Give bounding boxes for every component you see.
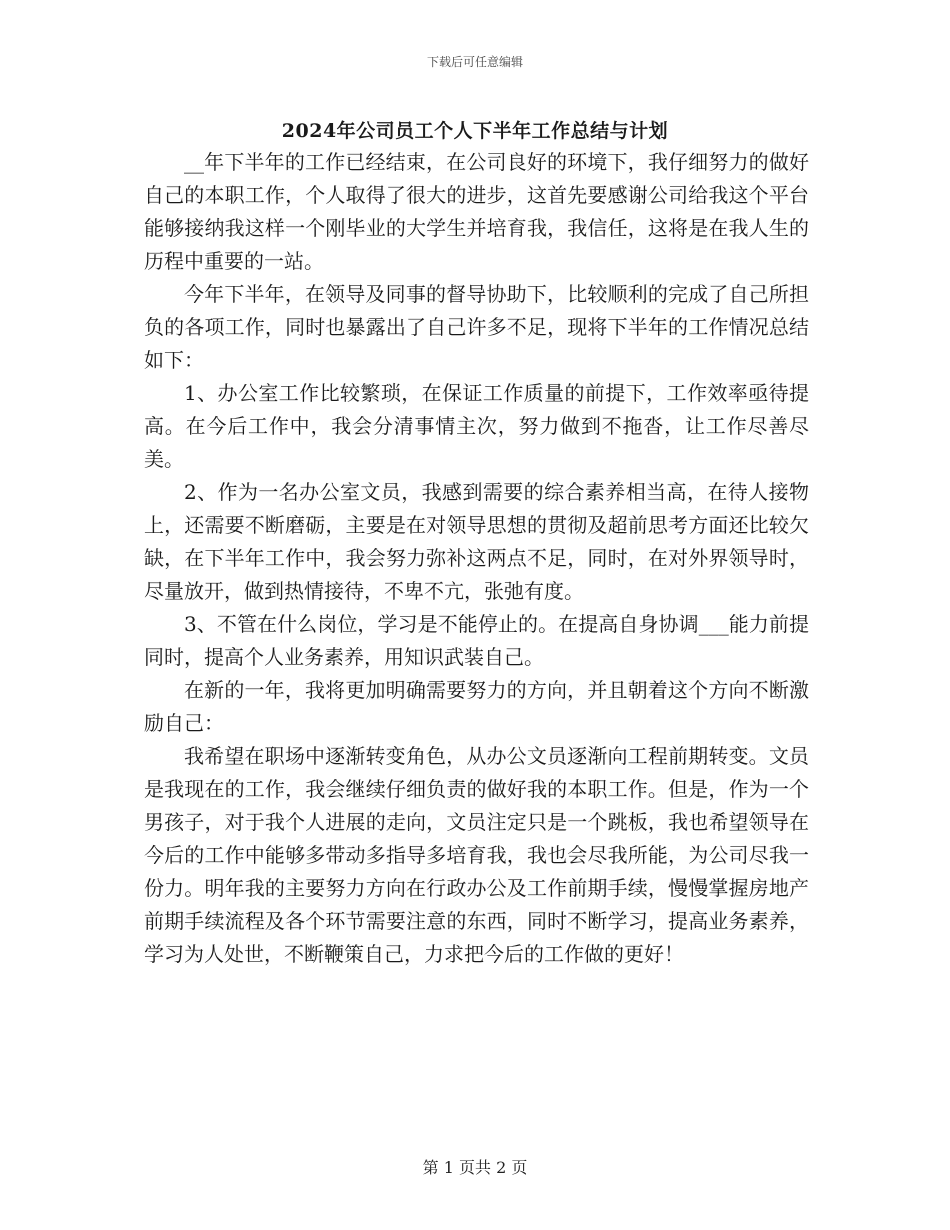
paragraph-item-1: 1、办公室工作比较繁琐，在保证工作质量的前提下，工作效率亟待提高。在今后工作中，我会分清事情主次，努力做到不拖沓，让工作尽善尽美。 bbox=[144, 381, 809, 471]
page-number: 第 1 页共 2 页 bbox=[422, 1158, 528, 1177]
document-title: 2024年公司员工个人下半年工作总结与计划 bbox=[281, 120, 669, 142]
paragraph-item-2: 2、作为一名办公室文员，我感到需要的综合素养相当高，在待人接物上，还需要不断磨砺，主要是在对领导思想的贯彻及超前思考方面还比较欠缺，在下半年工作中，我会努力弥补这两点不足，同时，在对外界领导时，尽量放开，做到热情接待，不卑不亢，张弛有度。 bbox=[144, 480, 809, 603]
paragraph-item-3: 3、不管在什么岗位，学习是不能停止的。在提高自身协调___能力前提同时，提高个人业务素养，用知识武装自己。 bbox=[144, 612, 809, 669]
header-note: 下载后可任意编辑 bbox=[426, 55, 523, 69]
paragraph-summary-lead: 今年下半年，在领导及同事的督导协助下，比较顺利的完成了自己所担负的各项工作，同时也暴露出了自己许多不足，现将下半年的工作情况总结如下： bbox=[144, 282, 809, 372]
document-body bbox=[144, 146, 809, 971]
paragraph-plan-lead: 在新的一年，我将更加明确需要努力的方向，并且朝着这个方向不断激励自己： bbox=[144, 678, 809, 735]
paragraph-intro: __年下半年的工作已经结束，在公司良好的环境下，我仔细努力的做好自己的本职工作，个人取得了很大的进步，这首先要感谢公司给我这个平台能够接纳我这样一个刚毕业的大学生并培育我，我信任，这将是在我人生的历程中重要的一站。 bbox=[144, 150, 809, 273]
paragraph-plan-detail: 我希望在职场中逐渐转变角色，从办公文员逐渐向工程前期转变。文员是我现在的工作，我会继续仔细负责的做好我的本职工作。但是，作为一个男孩子，对于我个人进展的走向，文员注定只是一个跳板，我也希望领导在今后的工作中能够多带动多指导多培育我，我也会尽我所能，为公司尽我一份力。明年我的主要努力方向在行政办公及工作前期手续，慢慢掌握房地产前期手续流程及各个环节需要注意的东西，同时不断学习，提高业务素养，学习为人处世，不断鞭策自己，力求把今后的工作做的更好！ bbox=[144, 744, 809, 966]
